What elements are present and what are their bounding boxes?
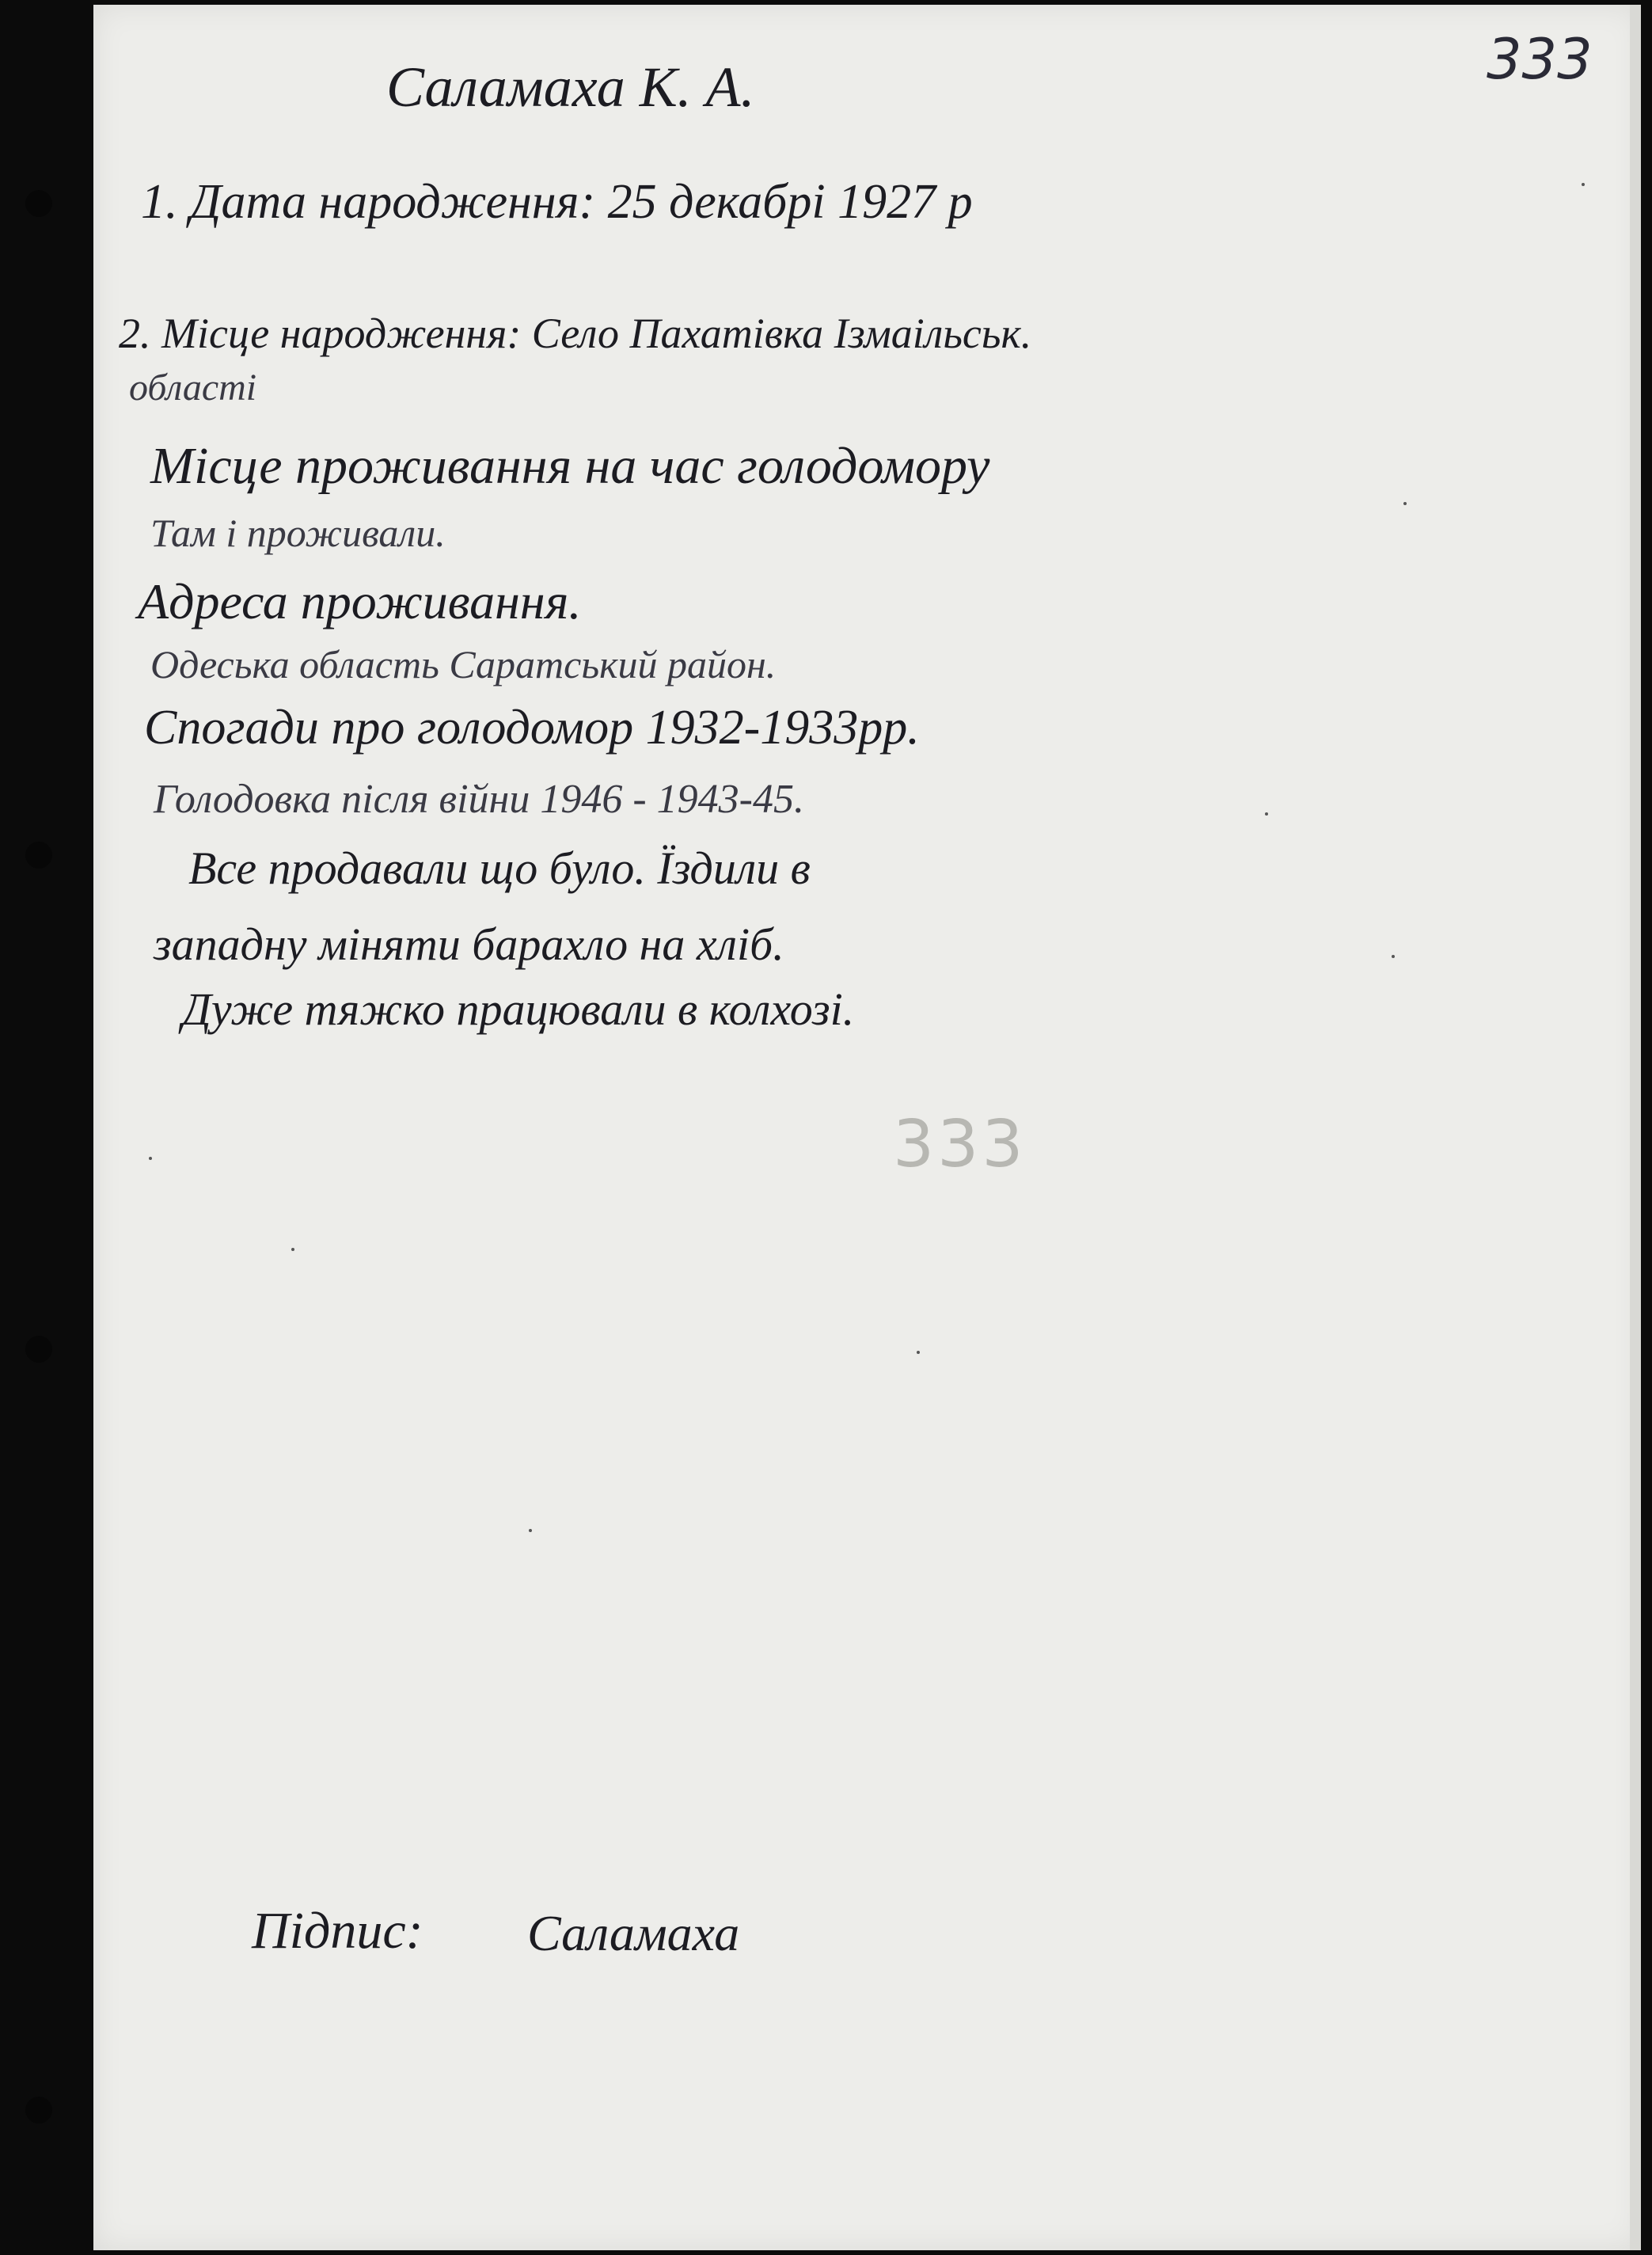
paper-speck [291, 1248, 294, 1251]
line-residence-heading: Місце проживання на час голодомору [150, 437, 990, 495]
signature-label: Підпис: [252, 1902, 423, 1960]
line-memory-4: Дуже тяжко працювали в колхозі. [182, 983, 855, 1035]
line-memory-2: Все продавали що було. Їздили в [188, 842, 811, 894]
signature: Саламаха [527, 1905, 740, 1961]
paper-speck [529, 1529, 532, 1532]
punch-hole [25, 190, 52, 217]
paper-speck [1582, 183, 1585, 186]
archive-stamp-number: 333 [893, 1107, 1027, 1182]
paper-speck [1403, 502, 1407, 505]
punch-hole [25, 2097, 52, 2124]
line-address-heading: Адреса проживання. [138, 573, 582, 629]
paper-speck [149, 1157, 152, 1160]
document-sheet [93, 5, 1641, 2250]
line-birth-place: 2. Місце народження: Село Пахатівка Ізмаільськ. [119, 310, 1032, 357]
line-memories-heading: Спогади про голодомор 1932-1933рр. [144, 701, 920, 755]
line-memory-3: западну міняти барахло на хліб. [154, 918, 784, 970]
line-birth-date: 1. Дата народження: 25 декабрі 1927 р [141, 175, 973, 229]
punch-hole [25, 842, 52, 869]
document-title: Саламаха К. А. [386, 55, 755, 119]
folio-number: 333 [1487, 27, 1593, 92]
paper-speck [1265, 812, 1268, 816]
line-address-value: Одеська область Саратський район. [150, 642, 777, 686]
line-memory-1: Голодовка після війни 1946 - 1943-45. [154, 777, 804, 822]
sheet-edge [1630, 5, 1641, 2250]
punch-hole [25, 1336, 52, 1363]
paper-speck [917, 1351, 920, 1354]
line-residence-value: Там і проживали. [150, 511, 446, 555]
line-birth-place-region: області [129, 367, 257, 409]
paper-speck [1392, 955, 1395, 958]
